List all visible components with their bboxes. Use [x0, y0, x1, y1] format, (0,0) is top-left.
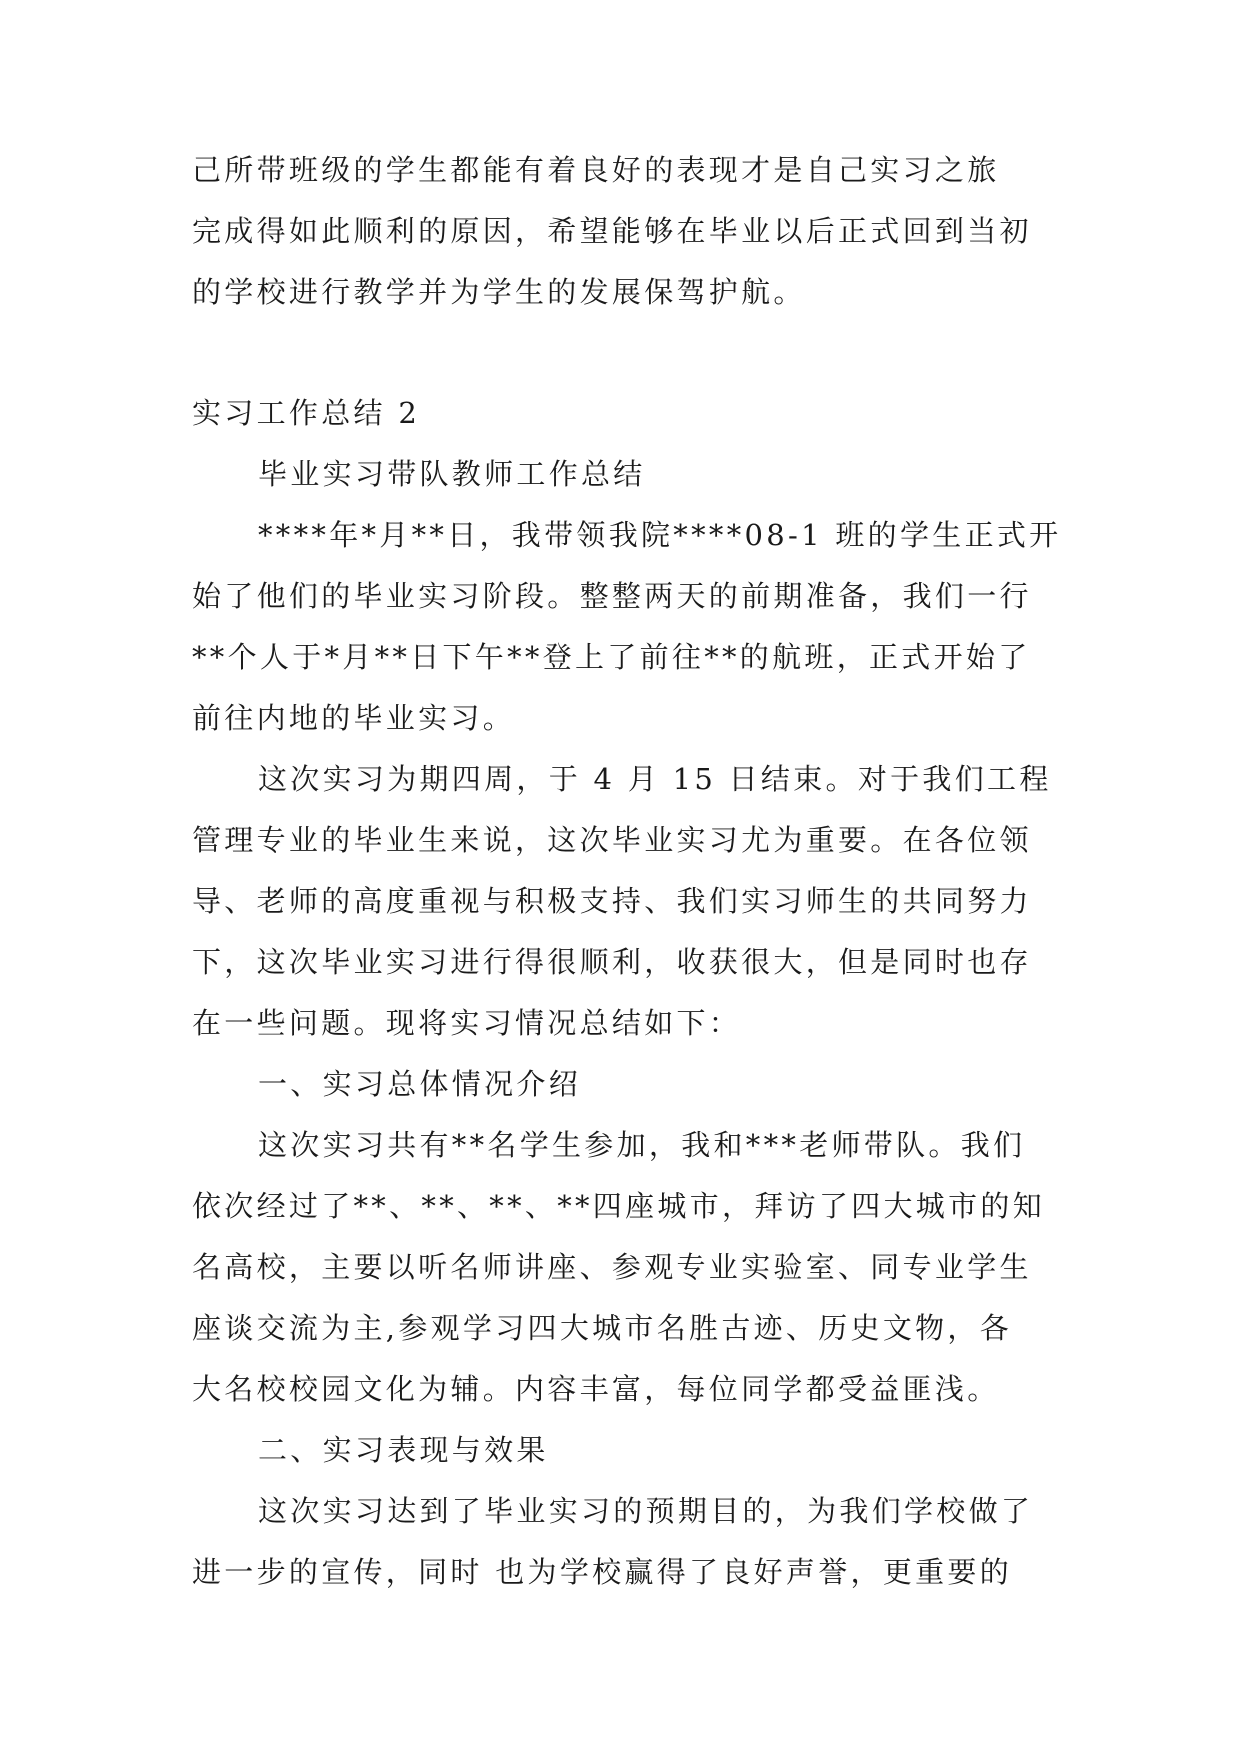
paragraph-line: 这次实习共有**名学生参加，我和***老师带队。我们 [258, 1128, 1026, 1162]
paragraph-line: 管理专业的毕业生来说，这次毕业实习尤为重要。在各位领 [192, 823, 1032, 857]
document-title: 毕业实习带队教师工作总结 [258, 457, 646, 491]
paragraph-line: 下，这次毕业实习进行得很顺利，收获很大，但是同时也存 [192, 945, 1032, 979]
paragraph-line: 前往内地的毕业实习。 [192, 701, 516, 735]
paragraph-line: 名高校，主要以听名师讲座、参观专业实验室、同专业学生 [192, 1250, 1032, 1284]
paragraph-line: 依次经过了**、**、**、**四座城市，拜访了四大城市的知 [192, 1189, 1046, 1223]
subheading: 二、实习表现与效果 [258, 1433, 549, 1467]
paragraph-line: 在一些问题。现将实习情况总结如下： [192, 1006, 742, 1040]
paragraph-line: ****年*月**日，我带领我院****08-1 班的学生正式开 [258, 518, 1062, 552]
paragraph-line: 的学校进行教学并为学生的发展保驾护航。 [192, 275, 806, 309]
paragraph-line: 导、老师的高度重视与积极支持、我们实习师生的共同努力 [192, 884, 1032, 918]
paragraph-line: **个人于*月**日下午**登上了前往**的航班，正式开始了 [192, 640, 1031, 674]
paragraph-line: 进一步的宣传，同时 也为学校赢得了良好声誉，更重要的 [192, 1555, 1013, 1589]
paragraph-line: 完成得如此顺利的原因，希望能够在毕业以后正式回到当初 [192, 214, 1032, 248]
paragraph-line: 己所带班级的学生都能有着良好的表现才是自己实习之旅 [192, 153, 1000, 187]
paragraph-line: 这次实习为期四周，于 4 月 15 日结束。对于我们工程 [258, 762, 1052, 796]
paragraph-line: 这次实习达到了毕业实习的预期目的，为我们学校做了 [258, 1494, 1034, 1528]
paragraph-line: 始了他们的毕业实习阶段。整整两天的前期准备，我们一行 [192, 579, 1032, 613]
paragraph-line: 大名校校园文化为辅。内容丰富，每位同学都受益匪浅。 [192, 1372, 1000, 1406]
section-heading: 实习工作总结 2 [192, 396, 421, 430]
subheading: 一、实习总体情况介绍 [258, 1067, 582, 1101]
paragraph-line: 座谈交流为主,参观学习四大城市名胜古迹、历史文物，各 [192, 1311, 1013, 1345]
